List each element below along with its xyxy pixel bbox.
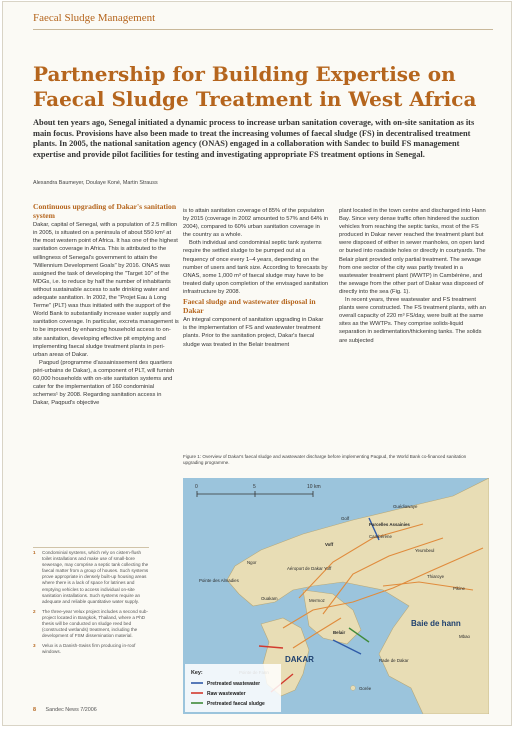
label-almadies: Pointe des Almadies (199, 578, 239, 583)
article-authors: Alexandra Baumeyer, Doulaye Koné, Martin Strauss (33, 180, 158, 186)
footnote (33, 609, 149, 639)
footnote-text: Condominial systems, which rely on cistern-flush toilet installations and make use of small-bore sewerage, may comprise a septic tank collecting the faecal matter from a group of houses. Such systems prove appropriate in densely built-up housing areas where there is a lack of space for latrines and emptying vehicles to access individual on-site sanitation installations. Such systems require an adequate and reliable quantitative water supply. (42, 550, 149, 604)
legend-label: Pretreated wastewater (207, 681, 261, 687)
label-pikine: Pikine (453, 586, 465, 591)
publication-name: Sandec News 7/2006 (45, 707, 97, 713)
legend-label: Pretreated faecal sludge (207, 701, 265, 707)
label-parcelles: Parcelles Assainies (369, 522, 410, 527)
article-lead: About ten years ago, Senegal initiated a dynamic process to increase urban sanitation coverage, with on-site sanitation as its main focus. Provisions have also been made to treat the increasing volumes of faecal sludge (FS) in decentralised treatment plants. In 2005, the national sanitation agency (ONAS) engaged in a collaboration with Sandec to build FS management expertise and provide pilot facilities for testing and investigating appropriate FS treatment options in Senegal. (33, 118, 475, 159)
label-golf: Golf (341, 516, 350, 521)
label-thiaroye: Thiaroye (427, 574, 445, 579)
label-mermoz: Mermoz (309, 598, 325, 603)
figure-caption: Figure 1: Overview of Dakar's faecal sludge and wastewater discharge before implementing Paqpud, the World Bank co-financed sanitation upgrading programme. (183, 454, 467, 466)
footnote-number: 2 (33, 608, 36, 614)
map-legend (185, 664, 281, 712)
legend-label: Raw wastewater (207, 691, 246, 697)
footnote-text: Velux is a Danish-Swiss firm producing in-roof windows. (42, 643, 136, 655)
page-footer (33, 707, 97, 713)
label-voff: Voff (325, 542, 334, 547)
label-dakar: DAKAR (285, 655, 314, 664)
label-goree: Gorée (359, 686, 372, 691)
scale-label: 10 km (307, 484, 321, 490)
dakar-map (183, 478, 489, 714)
map-goree-island (351, 686, 356, 691)
legend-title: Key: (191, 670, 203, 676)
label-camberene: Cambérène (369, 534, 392, 539)
col1-paragraph-1: Dakar, capital of Senegal, with a population of 2.5 million in 2005, is situated on a peninsula of about 550 km² at the most western point of Africa. It has one of the highest sanitation coverage in Africa. This is attributed to the willingness of Senegal's government to attain the "Millennium Development Goals" by 2016. ONAS was assigned the task of developing the "Target 10" of the MDGs, i.e. to reduce by half the number of inhabitants without sustainable access to safe drinking water and adequate sanitation. In 2002, the "Projet Eau à Long Terme" (PLT) was thus initiated with the support of the World Bank to substantially increase water supply and sanitation coverage. In particular, excreta management is to be improved by enhancing household access to on-site sanitation, developing effective pit emptying and implementing faecal sludge treatment plants in peri-urban areas of Dakar. (33, 222, 179, 358)
article-title: Partnership for Building Expertise on Faecal Sludge Treatment in West Africa (33, 62, 477, 111)
footnote (33, 550, 149, 605)
label-yeumbeul: Yeumbeul (415, 548, 435, 553)
document-page (2, 1, 512, 726)
label-aeroport: Aéroport de Dakar Yoff (287, 566, 332, 571)
scale-label: 0 (195, 484, 198, 490)
column-2 (183, 207, 329, 349)
section-label: Faecal Sludge Management (33, 12, 156, 24)
footnote-text: The three-year Velux project includes a second sub-project located in Bangkok, Thailand, where a PhD thesis will be conducted on sludge reed bed (constructed wetlands) treatment, including the development of FSM dissemination material. (42, 608, 148, 639)
label-rade: Rade de Dakar (379, 658, 409, 663)
heading-disposal: Faecal sludge and wastewater disposal in Dakar (183, 297, 316, 315)
footnotes (33, 547, 149, 660)
footnote (33, 643, 149, 655)
heading-sanitation-upgrading: Continuous upgrading of Dakar's sanitation system (33, 202, 177, 220)
col3-paragraph-2: In recent years, three wastewater and FS treatment plants were constructed. The FS treatment plants, with an overall capacity of 220 m³ FS/day, were built at the same sites as the WWTPs. They comprise solids-liquid separation in sedimentation/thickening tanks. The solids are subjected (339, 297, 486, 344)
scale-label: 5 (253, 484, 256, 490)
col2-paragraph-3: An integral component of sanitation upgrading in Dakar is the implementation of FS and wastewater treatment plants. Prior to the sanitation project, Dakar's faecal sludge was treated in the Belair treatment (183, 317, 324, 348)
col2-paragraph-1: is to attain sanitation coverage of 85% of the population by 2015 (coverage in 2002 amounted to 57% and 64% in 2004), compared to 60% urban sanitation coverage in the country as a whole. (183, 208, 329, 239)
column-3 (339, 207, 487, 345)
page-number: 8 (33, 707, 36, 713)
footnote-number: 1 (33, 550, 36, 555)
label-ngor: Ngor (247, 560, 257, 565)
label-mbao: Mbao (459, 634, 470, 639)
column-1 (33, 203, 179, 407)
col2-paragraph-2: Both individual and condominial septic tank systems require the settled sludge to be pumped out at a frequency of once every 1–4 years, depending on the number of users and tank size. According to forecasts by ONAS, some 1,000 m³ of faecal sludge may have to be treated daily upon completion of the envisaged sanitation infrastructure by 2008. (183, 240, 329, 295)
col3-paragraph-1: plant located in the town centre and discharged into Hann Bay. Since very dense traffic often hindered the suction vehicles from reaching the septic tanks, most of the FS produced in Dakar never reached the treatment plant but were disposed of either in sewer manholes, on open land or buried into roadside holes or directly in courtyards. The Belair plant provided only partial treatment. The sewage from one sector of the city was partly treated in a wastewater treatment plant (WWTP) in Cambérène, and the sewage from the other part of Dakar was disposed of directly into the sea (Fig. 1). (339, 208, 486, 295)
footnote-number: 3 (33, 643, 36, 649)
label-hann-bay: Baie de hann (411, 619, 461, 628)
label-belair: Belair (333, 630, 346, 635)
header-rule (33, 29, 493, 30)
label-ouakam: Ouakam (261, 596, 278, 601)
label-guediawaye: Guédiawaye (393, 504, 418, 509)
col1-paragraph-2: Paqpud (programme d'assainissement des quartiers péri-urbains de Dakar), a component of PLT, will furnish 60,000 households with on-site sanitation systems and cater for the implementation of 160 condominial schemes¹ by 2008. Regarding sanitation access in Dakar, Paqpud's objective (33, 359, 175, 407)
